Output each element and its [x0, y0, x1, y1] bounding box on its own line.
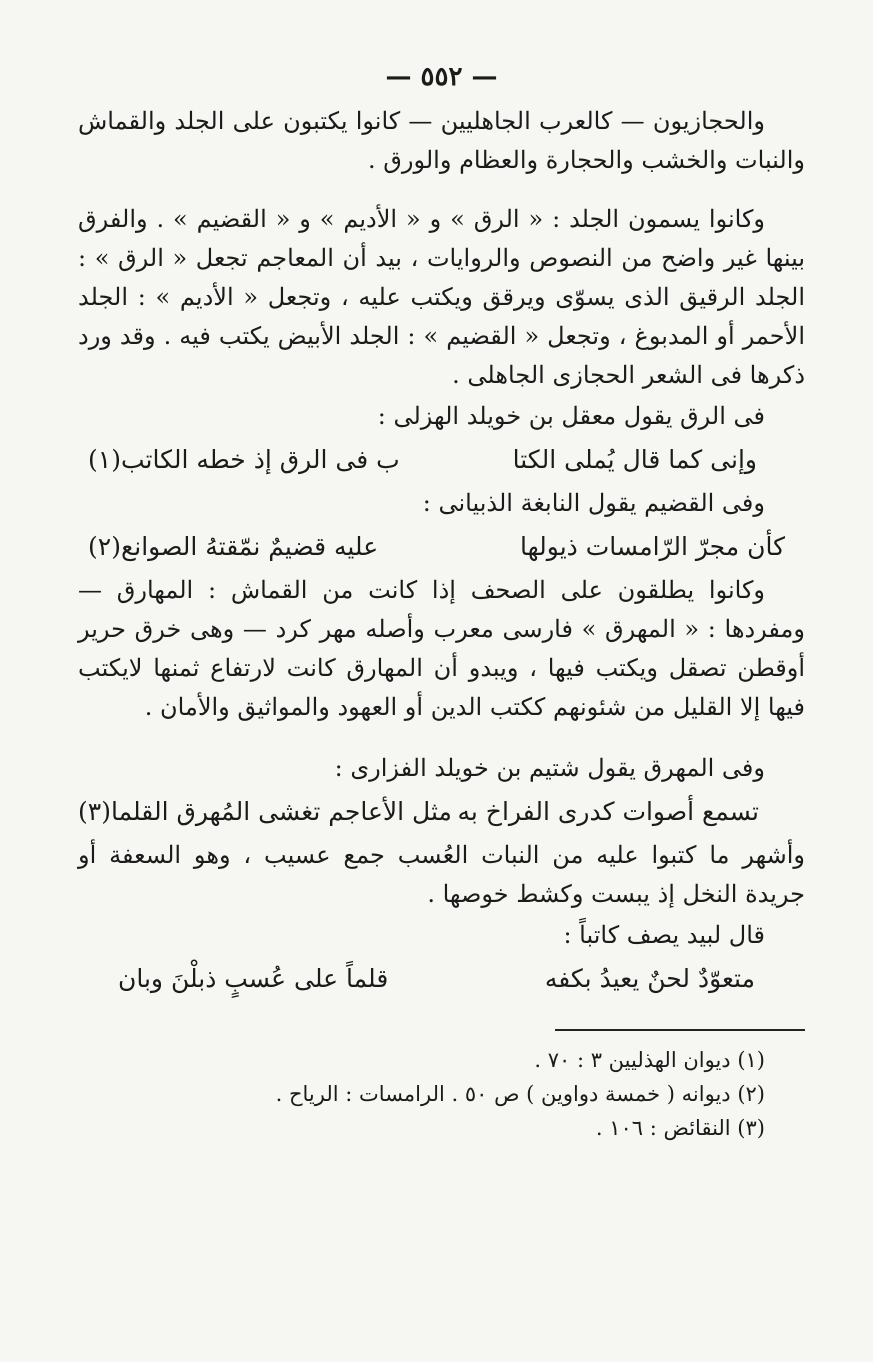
verse-3-second-hemistich: مثل الأعاجم تغشى المُهرق القلما(٣) [78, 797, 452, 826]
footnote-1: (١) ديوان الهذليين ٣ : ٧٠ . [534, 1048, 765, 1072]
paragraph-writing-materials: والحجازيون — كالعرب الجاهليين — كانوا يكتبون على الجلد والقماش والنبات والخشب والحجارة والعظام والورق . [78, 107, 805, 174]
verse-intro-labid: قال لبيد يصف كاتباً : [563, 921, 765, 949]
verse-line-2 [78, 525, 805, 569]
paragraph-mahariq: وكانوا يطلقون على الصحف إذا كانت من القماش : المهارق — ومفردها : « المهرق » فارسى معرب وأصله مهر كرد — وهى خرق حرير أوقطن تصقل ويكتب فيها ، ويبدو أن المهارق كانت لارتفاع ثمنها لايكتب فيها إلا القليل من شئونهم ككتب الدين أو العهود والمواثيق والأمان . [78, 576, 805, 721]
verse-2-first-hemistich: كأن مجرّ الرّامسات ذيولها [520, 532, 785, 561]
footnotes [78, 1043, 805, 1145]
footnote-3: (٣) النقائض : ١٠٦ . [595, 1116, 765, 1140]
verse-intro-muhraq: وفى المهرق يقول شتيم بن خويلد الفزارى : [334, 754, 765, 782]
verse-line-3 [78, 790, 805, 834]
verse-2-second-hemistich: عليه قضيمٌ نمّقتهُ الصوانع(٢) [88, 532, 379, 561]
verse-line-4 [78, 957, 805, 1001]
page-number: — ٥٥٢ — [385, 62, 498, 92]
paragraph-usub: وأشهر ما كتبوا عليه من النبات العُسب جمع عسيب ، وهو السعفة أو جريدة النخل إذ يبست وكشط خوصها . [78, 841, 805, 908]
footnote-divider [555, 1029, 805, 1031]
verse-line-1 [78, 438, 805, 482]
verse-3-first-hemistich: تسمع أصوات كدرى الفراخ به [457, 797, 759, 826]
paragraph-leather-names: وكانوا يسمون الجلد : « الرق » و « الأديم » و « القضيم » . والفرق بينها غير واضح من النصوص والروايات ، بيد أن المعاجم تجعل « الرق » : الجلد الرقيق الذى يسوّى ويرقق ويكتب عليه ، وتجعل « الأديم » : الجلد الأحمر أو المدبوغ ، وتجعل « القضيم » : الجلد الأبيض يكتب فيه . وقد ورد ذكرها فى الشعر الحجازى الجاهلى . [78, 205, 805, 389]
verse-1-second-hemistich: ب فى الرق إذ خطه الكاتب(١) [88, 445, 400, 474]
verse-intro-qadim: وفى القضيم يقول النابغة الذبيانى : [422, 489, 765, 517]
verse-4-second-hemistich: قلماً على عُسبٍ ذبلْنَ وبان [118, 964, 389, 993]
verse-intro-raqq: فى الرق يقول معقل بن خويلد الهزلى : [377, 402, 765, 430]
verse-1-first-hemistich: وإنى كما قال يُملى الكتا [512, 445, 757, 474]
footnote-2: (٢) ديوانه ( خمسة دواوين ) ص ٥٠ . الرامسات : الرياح . [275, 1082, 765, 1106]
verse-4-first-hemistich: متعوّدٌ لحنٌ يعيدُ بكفه [544, 964, 755, 993]
